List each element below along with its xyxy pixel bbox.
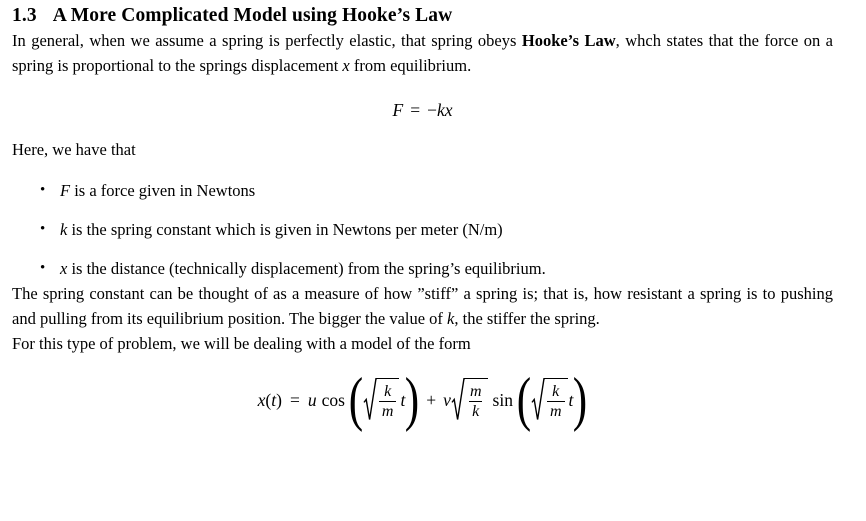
list-item-text [60,217,503,242]
text-segment: from equilibrium. [349,56,472,75]
big-paren-open: ( [516,365,532,432]
equation-hookes-law [12,98,833,123]
big-paren-open: ( [348,365,364,432]
paren-open: ( [265,390,272,410]
math-vars-kx: kx [436,100,453,120]
math-var-m: m [469,383,482,401]
fraction [379,382,397,421]
math-var-m: m [381,403,394,421]
section-title: A More Complicated Model using Hooke’s Law [52,5,453,26]
radical-sign-icon [531,378,545,421]
radicand [545,378,568,421]
plus-sign: + [426,390,437,410]
math-var-t: t [400,390,406,410]
equals-sign: = [289,390,300,410]
bullet-marker: • [40,260,46,276]
math-var-x: x [342,56,350,75]
math-var-x: x [60,259,68,278]
text-segment: The spring constant can be thought of as a measure of how ”stiff” a spring is; that is, how resistant a spring is to pushing and pulling from its equilibrium position. The bigger the value of [12,284,833,328]
text-segment: , whch states that the force on a spring is proportional to the springs displacement [12,31,834,75]
list-item [40,217,833,242]
bold-term-hookes-law: Hooke’s Law [521,31,616,50]
minus-sign: − [427,100,437,120]
list-item [40,178,833,203]
radical-sign-icon [451,378,465,421]
paragraph-model-intro: For this type of problem, we will be dealing with a model of the form [12,334,471,353]
math-var-k: k [447,309,455,328]
fraction-numerator [549,382,562,401]
fraction-denominator [379,401,397,421]
bullet-marker: • [40,221,46,237]
cos-function: cos [321,390,345,410]
fraction-denominator [547,401,565,421]
math-var-t: t [568,390,574,410]
paragraph-here-we-have: Here, we have that [12,140,136,159]
big-paren-close: ) [573,365,588,432]
big-paren-close: ) [405,365,420,432]
radicand [377,378,400,421]
paren-close: ) [276,390,282,410]
math-var-k: k [552,383,560,401]
text-segment: , the stiffer the spring. [454,309,600,328]
math-var-F: F [60,181,71,200]
text-segment: In general, when we assume a spring is perfectly elastic, that spring obeys [12,31,522,50]
equals-sign: = [410,100,421,120]
text-segment: is a force given in Newtons [70,181,256,200]
section-number: 1.3 [12,5,37,26]
fraction [547,382,565,421]
text-segment: is the distance (technically displacement) from the spring’s equilibrium. [67,259,546,278]
equation-model [12,362,833,438]
fraction [467,382,485,421]
fraction-numerator [381,382,394,401]
paragraph-spring-constant [12,281,833,331]
fraction-numerator [467,382,485,401]
section-heading [12,4,833,28]
math-var-k: k [472,403,480,421]
math-var-F: F [392,100,404,120]
math-func-x: x [257,390,266,410]
list-item [40,256,833,281]
radical-sign-icon [363,378,377,421]
fraction-denominator [469,401,482,421]
math-var-k: k [384,383,392,401]
radicand [465,378,488,421]
square-root [451,378,488,421]
sin-function: sin [492,390,513,410]
bullet-marker: • [40,182,46,198]
list-item-text [60,256,546,281]
variable-definition-list [12,178,833,281]
math-var-v: v [443,390,451,410]
math-var-m: m [549,403,562,421]
math-var-k: k [60,220,68,239]
math-var-t: t [271,390,277,410]
math-var-u: u [307,390,317,410]
text-segment: is the spring constant which is given in Newtons per meter (N/m) [67,220,503,239]
paragraph-hookes-law-intro [12,28,833,78]
square-root [531,378,568,421]
square-root [363,378,400,421]
list-item-text [60,178,255,203]
